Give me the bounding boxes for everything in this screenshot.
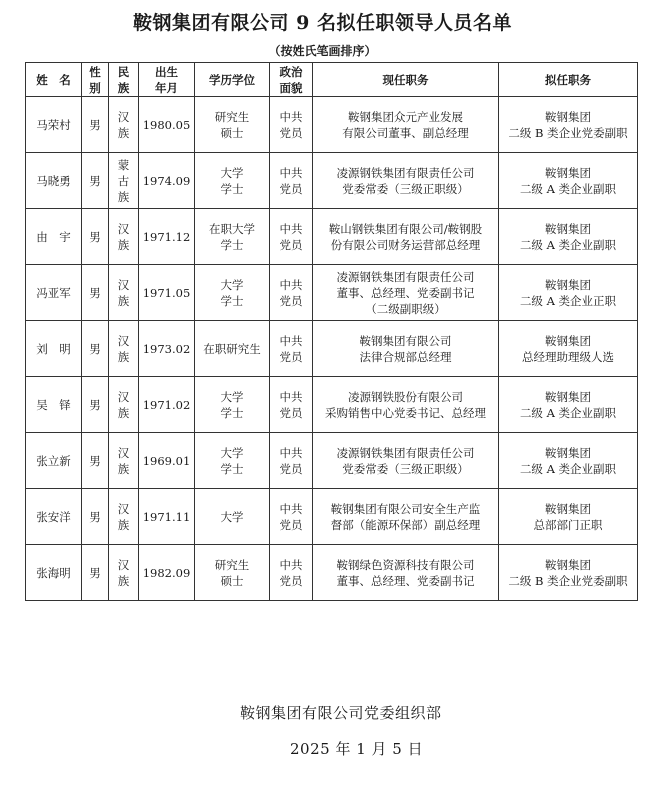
cell-current-position: 凌源钢铁集团有限责任公司 党委常委（三级正职级）	[313, 153, 499, 209]
cell-gender: 男	[82, 433, 109, 489]
cell-ethnicity: 汉 族	[109, 209, 139, 265]
cell-education: 大学	[195, 489, 270, 545]
cell-name: 刘 明	[26, 321, 82, 377]
cell-birth: 1980.05	[139, 97, 195, 153]
cell-gender: 男	[82, 209, 109, 265]
cell-education: 研究生 硕士	[195, 545, 270, 601]
cell-gender: 男	[82, 489, 109, 545]
cell-education: 在职研究生	[195, 321, 270, 377]
cell-name: 吴 铎	[26, 377, 82, 433]
table-row	[26, 209, 638, 265]
cell-education: 大学 学士	[195, 265, 270, 321]
cell-ethnicity: 汉 族	[109, 545, 139, 601]
cell-proposed-position: 鞍钢集团 二级 B 类企业党委副职	[499, 545, 638, 601]
page-subtitle: （按姓氏笔画排序）	[268, 44, 377, 58]
cell-political: 中共 党员	[270, 545, 313, 601]
cell-ethnicity: 汉 族	[109, 265, 139, 321]
personnel-table	[25, 62, 638, 601]
cell-proposed-position: 鞍钢集团 二级 A 类企业副职	[499, 433, 638, 489]
cell-name: 马荣村	[26, 97, 82, 153]
issue-date: 2025 年 1 月 5 日	[290, 740, 424, 758]
cell-ethnicity: 汉 族	[109, 433, 139, 489]
cell-political: 中共 党员	[270, 321, 313, 377]
cell-proposed-position: 鞍钢集团 二级 A 类企业正职	[499, 265, 638, 321]
cell-education: 大学 学士	[195, 153, 270, 209]
cell-current-position: 凌源钢铁集团有限责任公司 党委常委（三级正职级）	[313, 433, 499, 489]
cell-ethnicity: 汉 族	[109, 97, 139, 153]
cell-political: 中共 党员	[270, 377, 313, 433]
cell-proposed-position: 鞍钢集团 二级 A 类企业副职	[499, 209, 638, 265]
cell-education: 在职大学 学士	[195, 209, 270, 265]
issuing-organization: 鞍钢集团有限公司党委组织部	[240, 704, 442, 722]
table-row	[26, 377, 638, 433]
cell-ethnicity: 汉 族	[109, 321, 139, 377]
header-name: 姓 名	[26, 63, 82, 97]
header-current-position: 现任职务	[313, 63, 499, 97]
header-proposed-position: 拟任职务	[499, 63, 638, 97]
table-row	[26, 545, 638, 601]
cell-current-position: 鞍钢集团有限公司 法律合规部总经理	[313, 321, 499, 377]
cell-name: 张安洋	[26, 489, 82, 545]
cell-current-position: 鞍钢集团有限公司安全生产监 督部（能源环保部）副总经理	[313, 489, 499, 545]
cell-gender: 男	[82, 545, 109, 601]
cell-political: 中共 党员	[270, 153, 313, 209]
cell-current-position: 鞍钢集团众元产业发展 有限公司董事、副总经理	[313, 97, 499, 153]
cell-birth: 1971.12	[139, 209, 195, 265]
cell-name: 张立新	[26, 433, 82, 489]
cell-birth: 1973.02	[139, 321, 195, 377]
table-row	[26, 433, 638, 489]
cell-current-position: 凌源钢铁集团有限责任公司 董事、总经理、党委副书记 （二级副职级）	[313, 265, 499, 321]
header-education: 学历学位	[195, 63, 270, 97]
table-row	[26, 97, 638, 153]
cell-birth: 1982.09	[139, 545, 195, 601]
cell-political: 中共 党员	[270, 489, 313, 545]
cell-ethnicity: 汉 族	[109, 489, 139, 545]
header-political: 政治 面貌	[270, 63, 313, 97]
table-row	[26, 489, 638, 545]
cell-name: 由 宇	[26, 209, 82, 265]
cell-ethnicity: 汉 族	[109, 377, 139, 433]
table-header-row	[26, 63, 638, 97]
cell-political: 中共 党员	[270, 265, 313, 321]
cell-name: 马晓勇	[26, 153, 82, 209]
cell-proposed-position: 鞍钢集团 二级 A 类企业副职	[499, 377, 638, 433]
header-ethnicity: 民 族	[109, 63, 139, 97]
cell-birth: 1969.01	[139, 433, 195, 489]
cell-birth: 1974.09	[139, 153, 195, 209]
cell-proposed-position: 鞍钢集团 二级 B 类企业党委副职	[499, 97, 638, 153]
cell-proposed-position: 鞍钢集团 二级 A 类企业副职	[499, 153, 638, 209]
cell-current-position: 鞍钢绿色资源科技有限公司 董事、总经理、党委副书记	[313, 545, 499, 601]
header-gender: 性 别	[82, 63, 109, 97]
cell-education: 研究生 硕士	[195, 97, 270, 153]
cell-education: 大学 学士	[195, 433, 270, 489]
cell-birth: 1971.02	[139, 377, 195, 433]
cell-proposed-position: 鞍钢集团 总部部门正职	[499, 489, 638, 545]
table-row	[26, 321, 638, 377]
cell-political: 中共 党员	[270, 97, 313, 153]
cell-current-position: 凌源钢铁股份有限公司 采购销售中心党委书记、总经理	[313, 377, 499, 433]
cell-political: 中共 党员	[270, 209, 313, 265]
cell-birth: 1971.05	[139, 265, 195, 321]
cell-current-position: 鞍山钢铁集团有限公司/鞍钢股 份有限公司财务运营部总经理	[313, 209, 499, 265]
cell-gender: 男	[82, 321, 109, 377]
table-row	[26, 153, 638, 209]
cell-ethnicity: 蒙 古 族	[109, 153, 139, 209]
cell-gender: 男	[82, 97, 109, 153]
cell-proposed-position: 鞍钢集团 总经理助理级人选	[499, 321, 638, 377]
header-birth: 出生 年月	[139, 63, 195, 97]
cell-name: 张海明	[26, 545, 82, 601]
cell-political: 中共 党员	[270, 433, 313, 489]
cell-gender: 男	[82, 377, 109, 433]
cell-birth: 1971.11	[139, 489, 195, 545]
table-row	[26, 265, 638, 321]
cell-education: 大学 学士	[195, 377, 270, 433]
cell-gender: 男	[82, 265, 109, 321]
cell-gender: 男	[82, 153, 109, 209]
cell-name: 冯亚军	[26, 265, 82, 321]
page-title: 鞍钢集团有限公司 9 名拟任职领导人员名单	[133, 12, 512, 34]
